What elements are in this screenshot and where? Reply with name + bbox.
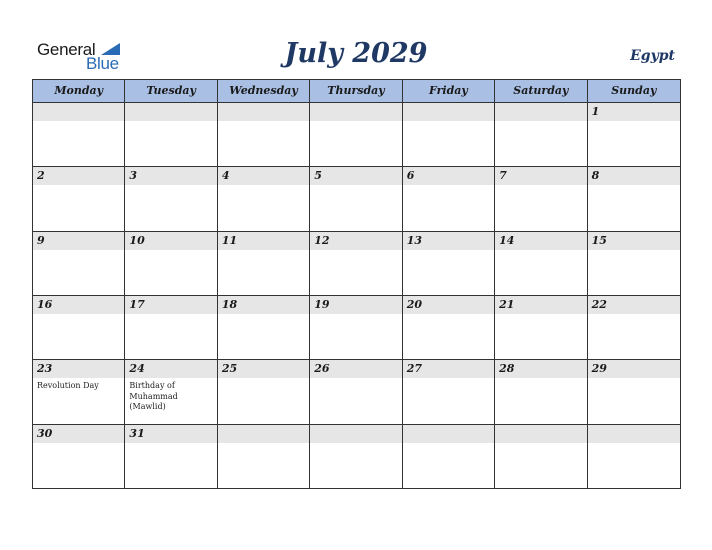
day-cell — [588, 360, 680, 424]
day-cell — [495, 296, 587, 360]
day-cell — [588, 232, 680, 296]
day-number-band — [125, 425, 216, 443]
day-cell — [125, 232, 217, 296]
day-number: 18 — [221, 298, 238, 311]
day-number: 22 — [591, 298, 607, 311]
day-number-band — [218, 167, 309, 185]
day-cell — [33, 167, 125, 231]
day-number: 1 — [591, 105, 600, 118]
day-number: 3 — [129, 169, 138, 183]
day-cell — [33, 296, 125, 360]
day-number-band — [33, 296, 124, 314]
day-cell — [310, 296, 402, 360]
day-cell — [125, 167, 217, 231]
day-number-band — [403, 425, 494, 443]
day-number: 29 — [591, 362, 607, 376]
day-number: 24 — [129, 362, 145, 376]
day-number: 21 — [499, 298, 515, 311]
day-number: 31 — [129, 426, 145, 440]
day-number: 30 — [37, 426, 53, 440]
day-number-band — [310, 167, 401, 185]
day-number-band — [125, 232, 216, 250]
day-number-band — [218, 103, 309, 121]
day-number: 13 — [406, 233, 423, 247]
calendar-title: July 2029 — [284, 38, 428, 69]
day-cell — [588, 167, 680, 231]
day-number: 20 — [406, 298, 423, 311]
day-number-band — [495, 167, 586, 185]
day-cell — [33, 103, 125, 167]
day-number: 26 — [314, 362, 330, 376]
weekday-header — [33, 80, 680, 103]
day-number-band — [125, 167, 216, 185]
day-number-band — [495, 296, 586, 314]
day-cell — [495, 167, 587, 231]
day-number-band — [403, 103, 494, 121]
day-cell — [495, 425, 587, 489]
day-number: 8 — [591, 169, 600, 183]
day-cell — [218, 425, 310, 489]
day-number: 28 — [499, 362, 515, 376]
day-number: 17 — [129, 298, 145, 311]
day-cell — [33, 360, 125, 424]
day-number: 15 — [591, 233, 607, 247]
day-cell — [310, 232, 402, 296]
day-cell — [33, 425, 125, 489]
weekday-monday: Monday — [33, 80, 125, 102]
day-number: 5 — [314, 169, 322, 183]
day-cell — [218, 232, 310, 296]
day-number-band — [403, 296, 494, 314]
day-cell — [125, 360, 217, 424]
weekday-friday: Friday — [403, 80, 495, 102]
weekday-saturday: Saturday — [495, 80, 587, 102]
day-cell — [310, 103, 402, 167]
day-number-band — [33, 360, 124, 378]
day-cell — [310, 425, 402, 489]
logo-word-blue: Blue — [86, 54, 119, 73]
day-number-band — [588, 232, 680, 250]
day-cell — [218, 167, 310, 231]
day-cell — [310, 167, 402, 231]
weekday-thursday: Thursday — [310, 80, 402, 102]
day-number-band — [218, 360, 309, 378]
day-cell — [588, 425, 680, 489]
day-cell — [310, 360, 402, 424]
day-number: 16 — [37, 298, 53, 311]
day-cell — [403, 232, 495, 296]
country-label: Egypt — [630, 48, 675, 64]
day-number: 7 — [499, 169, 507, 183]
day-number-band — [403, 232, 494, 250]
day-number-band — [310, 296, 401, 314]
day-number-band — [310, 425, 401, 443]
day-number: 19 — [314, 298, 330, 311]
day-number-band — [588, 425, 680, 443]
day-number-band — [33, 167, 124, 185]
day-number-band — [125, 103, 216, 121]
day-cell — [403, 103, 495, 167]
day-number-band — [588, 167, 680, 185]
calendar-grid — [32, 79, 681, 489]
day-cell — [125, 296, 217, 360]
day-number-band — [403, 360, 494, 378]
day-cell — [403, 296, 495, 360]
day-cell — [588, 103, 680, 167]
day-cell — [588, 296, 680, 360]
day-cell — [403, 167, 495, 231]
day-number-band — [125, 360, 216, 378]
day-number: 11 — [221, 233, 238, 247]
weekday-wednesday: Wednesday — [218, 80, 310, 102]
day-number-band — [588, 103, 680, 121]
day-number-band — [495, 232, 586, 250]
day-cell — [403, 360, 495, 424]
day-number-band — [310, 103, 401, 121]
day-cell — [33, 232, 125, 296]
day-number-band — [495, 103, 586, 121]
day-number-band — [310, 232, 401, 250]
day-number-band — [33, 103, 124, 121]
day-number: 10 — [129, 233, 145, 247]
day-number-band — [310, 360, 401, 378]
day-cell — [125, 425, 217, 489]
day-cell — [495, 232, 587, 296]
day-number-band — [495, 425, 586, 443]
day-cell — [125, 103, 217, 167]
day-number-band — [403, 167, 494, 185]
day-number-band — [33, 232, 124, 250]
day-cell — [403, 425, 495, 489]
day-number-band — [588, 360, 680, 378]
day-cell — [218, 103, 310, 167]
holiday-label: Revolution Day — [37, 381, 99, 391]
day-number: 6 — [406, 169, 415, 183]
day-grid — [33, 103, 680, 489]
day-number-band — [495, 360, 586, 378]
day-number: 2 — [37, 169, 45, 183]
day-number: 27 — [406, 362, 423, 376]
day-number-band — [125, 296, 216, 314]
holiday-label: Birthday of Muhammad (Mawlid) — [129, 381, 178, 412]
day-number-band — [588, 296, 680, 314]
day-number: 4 — [221, 169, 230, 183]
day-cell — [495, 103, 587, 167]
day-number: 12 — [314, 233, 330, 247]
day-cell — [495, 360, 587, 424]
day-number: 23 — [37, 362, 53, 376]
day-cell — [218, 360, 310, 424]
day-number-band — [218, 425, 309, 443]
logo-word-general: General — [37, 40, 96, 59]
weekday-sunday: Sunday — [611, 84, 657, 97]
day-number: 14 — [499, 233, 515, 247]
day-number: 25 — [221, 362, 238, 376]
weekday-tuesday: Tuesday — [125, 80, 217, 102]
day-number-band — [33, 425, 124, 443]
day-number: 9 — [37, 233, 45, 247]
day-number-band — [218, 232, 309, 250]
day-number-band — [218, 296, 309, 314]
day-cell — [218, 296, 310, 360]
